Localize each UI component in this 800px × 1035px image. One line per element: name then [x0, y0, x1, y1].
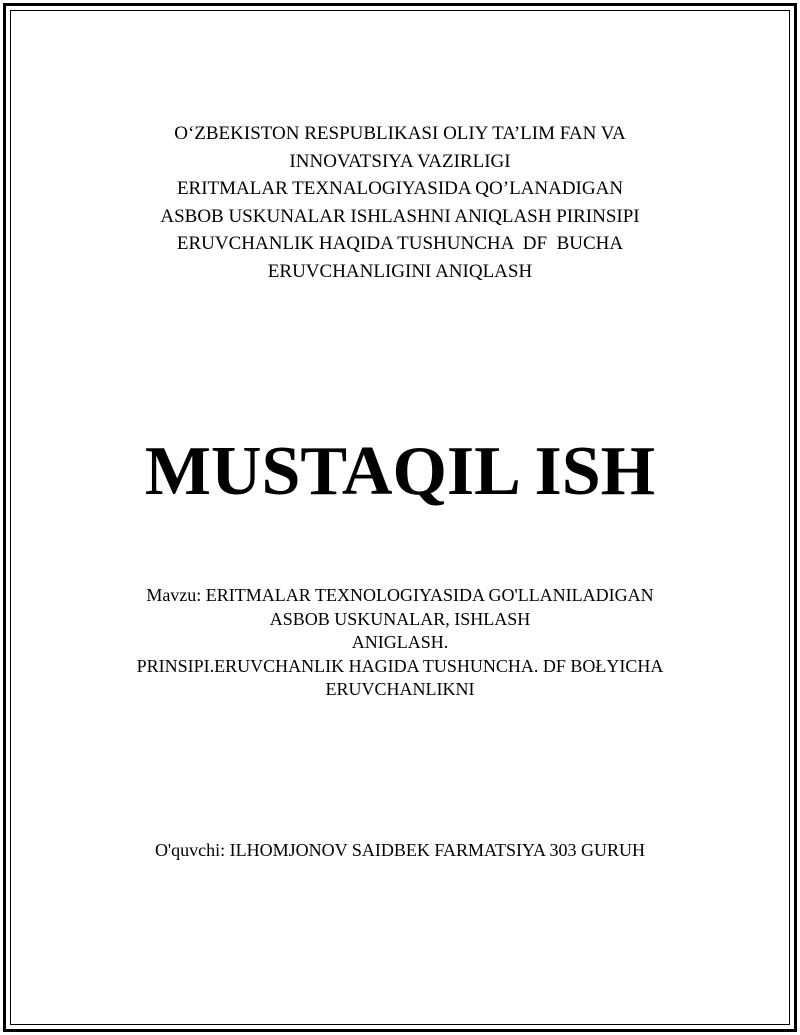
topic-line: PRINSIPI.ERUVCHANLIK HAGIDA TUSHUNCHA. DF BOŁYICHA [136, 655, 664, 676]
topic-line: ANIGLASH. [351, 632, 449, 652]
document-title: MUSTAQIL ISH [144, 433, 656, 510]
header-line: ERUVCHANLIK HAQIDA TUSHUNCHA DF BUCHA [176, 233, 624, 254]
header-line: ERUVCHANLIGINI ANIQLASH [267, 260, 533, 282]
topic-line: ERUVCHANLIKNI [325, 679, 475, 699]
header-line: O‘ZBEKISTON RESPUBLIKASI OLIY TA’LIM FAN VA [174, 123, 626, 144]
header-line: ASBOB USKUNALAR ISHLASHNI ANIQLASH PIRINSIPI [160, 205, 640, 227]
topic-line: Mavzu: ERITMALAR TEXNOLOGIYASIDA GO'LLANILADIGAN [146, 585, 654, 605]
topic-section [0, 584, 800, 702]
student-info: O'quvchi: ILHOMJONOV SAIDBEK FARMATSIYA 303 GURUH [154, 840, 646, 860]
ministry-header [0, 120, 800, 285]
header-line: INNOVATSIYA VAZIRLIGI [289, 150, 511, 172]
topic-line: ASBOB USKUNALAR, ISHLASH [269, 608, 531, 629]
header-line: ERITMALAR TEXNALOGIYASIDA QO’LANADIGAN [176, 178, 624, 199]
